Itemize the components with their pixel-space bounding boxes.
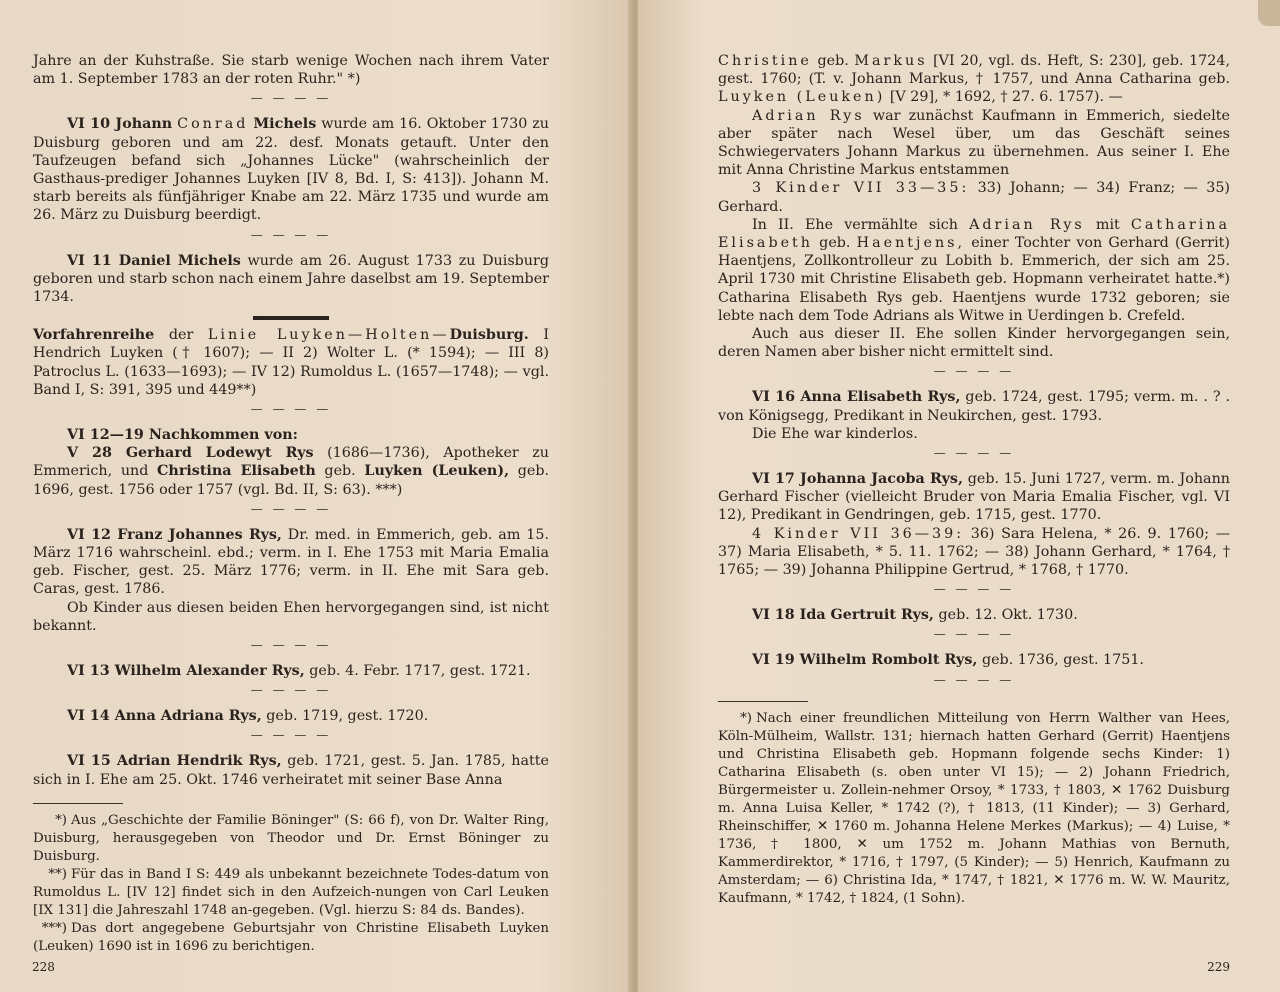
footnote-2: **) Für das in Band I S: 449 als unbekannt bezeichnete Todes-datum von Rumoldus L. [IV 12] findet sich in den Aufzeich-nungen von Carl Leuken [IX 131] die Jahreszahl 1748 an-gegeben. (Vgl. hierzu S: 84 ds. Bandes). bbox=[33, 866, 549, 918]
paragraph-intro: Jahre an der Kuhstraße. Sie starb wenige Wochen nach ihrem Vater am 1. September 1783 an der roten Ruhr." *) bbox=[33, 53, 549, 88]
entry-vi14: VI 14 Anna Adriana Rys, geb. 1719, gest. 1720. bbox=[67, 708, 429, 725]
separator: — — — — bbox=[250, 227, 332, 242]
entry-vi16-note: Die Ehe war kinderlos. bbox=[752, 425, 918, 442]
separator: — — — — bbox=[250, 638, 332, 653]
entry-vi11: VI 11 Daniel Michels wurde am 26. August 1733 zu Duisburg geboren und starb schon nach einem Jahre daselbst am 19. September 1734. bbox=[33, 252, 549, 306]
separator: — — — — bbox=[250, 402, 332, 417]
separator: — — — — bbox=[933, 672, 1015, 687]
paragraph-second-marriage: In II. Ehe vermählte sich Adrian Rys mit Catharina Elisabeth geb. Haentjens, einer Tochter von Gerhard (Gerrit) Haentjens, Zollkontrolleur zu Lobith b. Emmerich, der sich am 25. April 1730 mit Christine Elisabeth geb. Hopmann verheiratet hatte.*) Catharina Elisabeth Rys geb. Haentjens wurde 1732 geboren; sie lebte nach dem Tode Adrians als Witwe in Uerdingen b. Crefeld. bbox=[718, 216, 1230, 324]
heading-vi12-19: VI 12—19 Nachkommen von: bbox=[67, 427, 298, 444]
entry-vi15: VI 15 Adrian Hendrik Rys, geb. 1721, gest. 5. Jan. 1785, hatte sich in I. Ehe am 25. Okt. 1746 verheiratet mit seiner Base Anna bbox=[33, 753, 549, 788]
footnote-rule bbox=[33, 803, 123, 804]
paragraph-adrian: Adrian Rys war zunächst Kaufmann in Emmerich, siedelte aber später nach Wesel über, um das Geschäft seines Schwiegervaters Johann Markus zu übernehmen. Aus seiner I. Ehe mit Anna Christine Markus entstammen bbox=[718, 107, 1230, 179]
ancestor-line: Vorfahrenreihe der Linie Luyken—Holten—Duisburg. I Hendrich Luyken († 1607); — II 2) Wolter L. (* 1594); — III 8) Patroclus L. (1633—1693); — IV 12) Rumoldus L. (1657—1748); — vgl. Band I, S: 391, 395 und 449**) bbox=[33, 327, 550, 398]
page-number: 229 bbox=[1207, 960, 1230, 974]
separator: — — — — bbox=[933, 364, 1015, 379]
right-page bbox=[638, 0, 1280, 992]
paragraph-children-first: 3 Kinder VII 33—35: 33) Johann; — 34) Franz; — 35) Gerhard. bbox=[718, 180, 1231, 215]
page-corner bbox=[1258, 0, 1280, 26]
page-number: 228 bbox=[32, 960, 55, 974]
entry-v28: V 28 Gerhard Lodewyt Rys (1686—1736), Apotheker zu Emmerich, und Christina Elisabeth geb. Luyken (Leuken), geb. 1696, gest. 1756 oder 1757 (vgl. Bd. II, S: 63). ***) bbox=[33, 445, 550, 498]
separator: — — — — bbox=[250, 728, 332, 743]
footnote-rule bbox=[718, 701, 808, 702]
entry-vi18: VI 18 Ida Gertruit Rys, geb. 12. Okt. 1730. bbox=[752, 607, 1078, 624]
left-text-column bbox=[33, 52, 549, 956]
footnote: *) Nach einer freundlichen Mitteilung von Herrn Walther van Hees, Köln-Mülheim, Wallstr. 131; hiernach hatten Gerhard (Gerrit) Haentjens und Christina Elisabeth geb. Hopmann folgende sechs Kinder: 1) Catharina Elisabeth (s. oben unter VI 15); — 2) Johann Friedrich, Bürgermeister u. Zollein-nehmer Orsoy, * 1733, † 1803, ✕ 1762 Duisburg m. Anna Luisa Keller, * 1742 (?), † 1813, (11 Kinder); — 3) Gerhard, Rheinschiffer, ✕ 1760 m. Johanna Helene Merkes (Markus); — 4) Luise, * 1736, † 1800, ✕ um 1752 m. Johann Mathias von Bernuth, Kammerdirektor, * 1716, † 1797, (5 Kinder); — 5) Henrich, Kaufmann zu Amsterdam; — 6) Christina Ida, * 1747, † 1821, ✕ 1776 m. W. W. Mauritz, Kaufmann, * 1742, † 1824, (1 Sohn). bbox=[718, 710, 1230, 906]
separator: — — — — bbox=[933, 627, 1015, 642]
separator: — — — — bbox=[250, 91, 332, 106]
footnote-3: ***) Das dort angegebene Geburtsjahr von Christine Elisabeth Luyken (Leuken) 1690 ist in 1696 zu berichtigen. bbox=[33, 920, 549, 954]
thick-rule bbox=[253, 316, 329, 320]
entry-vi17-children: 4 Kinder VII 36—39: 36) Sara Helena, * 26. 9. 1760; — 37) Maria Elisabeth, * 5. 11. 1762; — 38) Johann Gerhard, * 1764, † 1765; — 39) Johanna Philippine Gertrud, * 1768, † 1770. bbox=[718, 525, 1230, 579]
entry-vi13: VI 13 Wilhelm Alexander Rys, geb. 4. Febr. 1717, gest. 1721. bbox=[67, 663, 531, 680]
entry-vi16: VI 16 Anna Elisabeth Rys, geb. 1724, gest. 1795; verm. m. . ? . von Königsegg, Predikant in Neukirchen, gest. 1793. bbox=[718, 389, 1230, 424]
separator: — — — — bbox=[250, 501, 332, 516]
entry-vi10: VI 10 Johann Conrad Michels wurde am 16. Oktober 1730 zu Duisburg geboren und am 22. desf. Monats getauft. Unter den Taufzeugen befand sich „Johannes Lücke" (wahrscheinlich der Gasthaus-prediger Johannes Luyken [IV 8, Bd. I, S: 413]). Johann M. starb bereits als fünfjähriger Knabe am 22. März 1735 und wurde am 26. März zu Duisburg beerdigt. bbox=[33, 116, 549, 224]
paragraph-continuation: Christine geb. Markus [VI 20, vgl. ds. Heft, S: 230], geb. 1724, gest. 1760; (T. v. Johann Markus, † 1757, und Anna Catharina geb. Luyken (Leuken) [V 29], * 1692, † 27. 6. 1757). — bbox=[718, 53, 1231, 106]
separator: — — — — bbox=[933, 582, 1015, 597]
entry-vi19: VI 19 Wilhelm Rombolt Rys, geb. 1736, gest. 1751. bbox=[752, 652, 1144, 669]
right-text-column bbox=[718, 52, 1230, 908]
entry-vi17: VI 17 Johanna Jacoba Rys, geb. 15. Juni 1727, verm. m. Johann Gerhard Fischer (vielleicht Bruder von Maria Emalia Fischer, vgl. VI 12), Predikant in Gendringen, geb. 1715, gest. 1770. bbox=[718, 471, 1230, 524]
separator: — — — — bbox=[933, 446, 1015, 461]
entry-vi12: VI 12 Franz Johannes Rys, Dr. med. in Emmerich, geb. am 15. März 1716 wahrscheinl. ebd.; verm. in I. Ehe 1753 mit Maria Emalia geb. Fischer, gest. 25. März 1776; verm. in II. Ehe mit Sara geb. Caras, gest. 1786. bbox=[33, 526, 549, 598]
entry-vi12-note: Ob Kinder aus diesen beiden Ehen hervorgegangen sind, ist nicht bekannt. bbox=[33, 599, 549, 634]
separator: — — — — bbox=[250, 683, 332, 698]
left-page bbox=[0, 0, 632, 992]
footnote-1: *) Aus „Geschichte der Familie Böninger" (S: 66 f), von Dr. Walter Ring, Duisburg, herausgegeben von Theodor und Dr. Ernst Böninger zu Duisburg. bbox=[33, 812, 549, 864]
paragraph-second-children: Auch aus dieser II. Ehe sollen Kinder hervorgegangen sein, deren Namen aber bisher nicht ermittelt sind. bbox=[718, 326, 1230, 361]
